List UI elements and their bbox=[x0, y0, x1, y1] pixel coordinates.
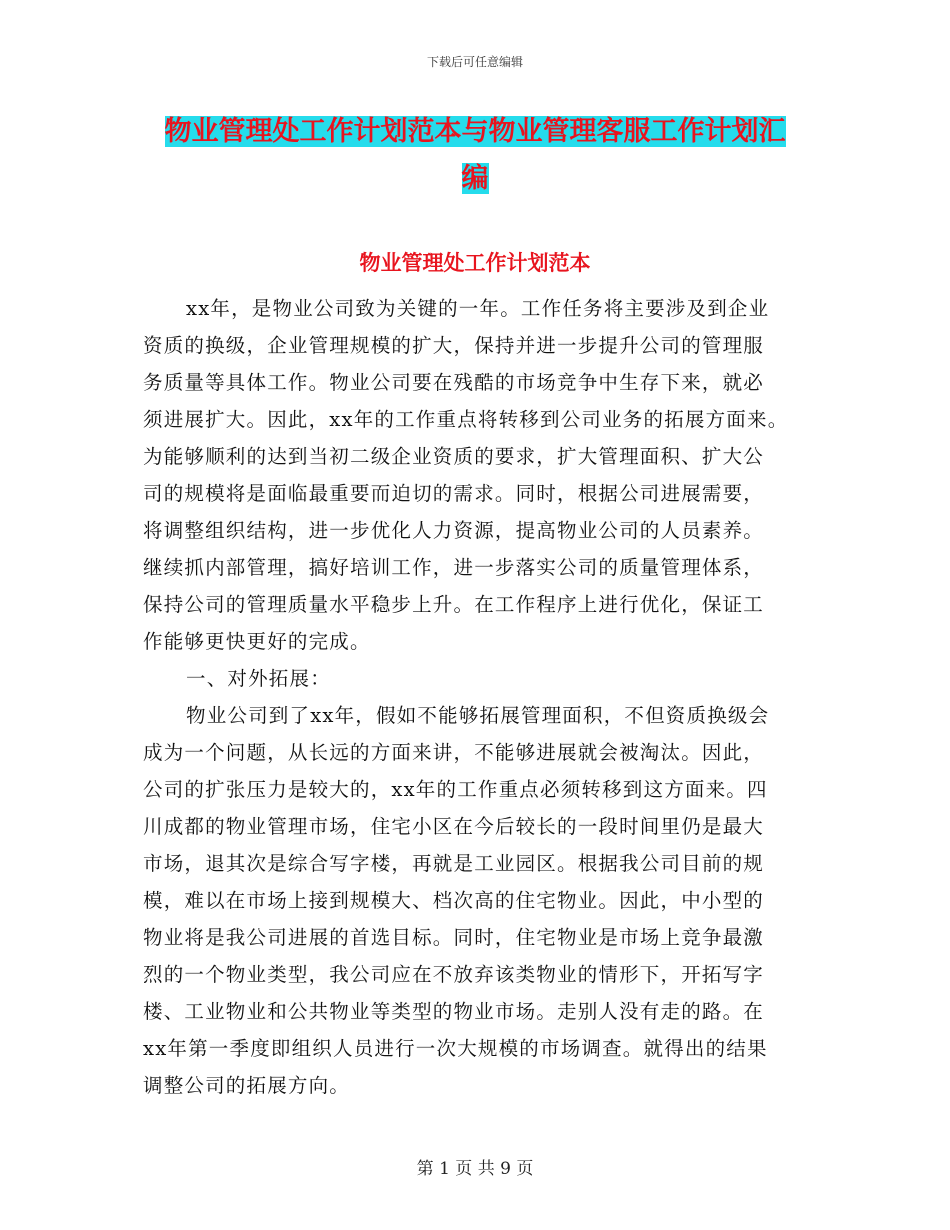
paragraph-line: xx年，是物业公司致为关键的一年。工作任务将主要涉及到企业 bbox=[186, 297, 770, 320]
paragraph-line: xx年第一季度即组织人员进行一次大规模的市场调查。就得出的结果 bbox=[143, 1037, 768, 1060]
paragraph-line: 司的规模将是面临最重要而迫切的需求。同时，根据公司进展需要， bbox=[143, 482, 765, 505]
paragraph-line: 保持公司的管理质量水平稳步上升。在工作程序上进行优化，保证工 bbox=[143, 593, 765, 616]
page-footer: 第 1 页 共 9 页 bbox=[416, 1159, 534, 1179]
paragraph-line: 成为一个问题，从长远的方面来讲，不能够进展就会被淘汰。因此， bbox=[143, 741, 765, 764]
section-title: 物业管理处工作计划范本 bbox=[359, 251, 591, 275]
paragraph-line: 公司的扩张压力是较大的，xx年的工作重点必须转移到这方面来。四 bbox=[143, 778, 768, 801]
paragraph-line: 物业公司到了xx年，假如不能够拓展管理面积，不但资质换级会 bbox=[186, 704, 770, 727]
paragraph-line: 物业将是我公司进展的首选目标。同时，住宅物业是市场上竞争最激 bbox=[143, 926, 765, 949]
paragraph-line: 模，难以在市场上接到规模大、档次高的住宅物业。因此，中小型的 bbox=[143, 889, 765, 912]
paragraph-line: 务质量等具体工作。物业公司要在残酷的市场竞争中生存下来，就必 bbox=[143, 371, 765, 394]
paragraph-line: 将调整组织结构，进一步优化人力资源，提高物业公司的人员素养。 bbox=[143, 519, 765, 542]
header-note: 下载后可任意编辑 bbox=[426, 55, 523, 69]
paragraph-line: 川成都的物业管理市场，住宅小区在今后较长的一段时间里仍是最大 bbox=[143, 815, 765, 838]
paragraph-line: 市场，退其次是综合写字楼，再就是工业园区。根据我公司目前的规 bbox=[143, 852, 765, 875]
paragraph-line: 须进展扩大。因此，xx年的工作重点将转移到公司业务的拓展方面来。 bbox=[143, 408, 789, 431]
body-text bbox=[143, 290, 815, 1104]
document-title-line-2: 编 bbox=[461, 163, 489, 194]
paragraph-line: 调整公司的拓展方向。 bbox=[143, 1074, 351, 1097]
subheading-external-expansion: 一、对外拓展： bbox=[186, 667, 331, 690]
paragraph-line: 烈的一个物业类型，我公司应在不放弃该类物业的情形下，开拓写字 bbox=[143, 963, 765, 986]
document-title-line-1: 物业管理处工作计划范本与物业管理客服工作计划汇 bbox=[164, 116, 786, 147]
paragraph-line: 楼、工业物业和公共物业等类型的物业市场。走别人没有走的路。在 bbox=[143, 1000, 765, 1023]
paragraph-line: 继续抓内部管理，搞好培训工作，进一步落实公司的质量管理体系， bbox=[143, 556, 765, 579]
paragraph-line: 为能够顺利的达到当初二级企业资质的要求，扩大管理面积、扩大公 bbox=[143, 445, 765, 468]
paragraph-line: 作能够更快更好的完成。 bbox=[143, 630, 371, 653]
document-title bbox=[140, 108, 810, 202]
paragraph-line: 资质的换级，企业管理规模的扩大，保持并进一步提升公司的管理服 bbox=[143, 334, 765, 357]
